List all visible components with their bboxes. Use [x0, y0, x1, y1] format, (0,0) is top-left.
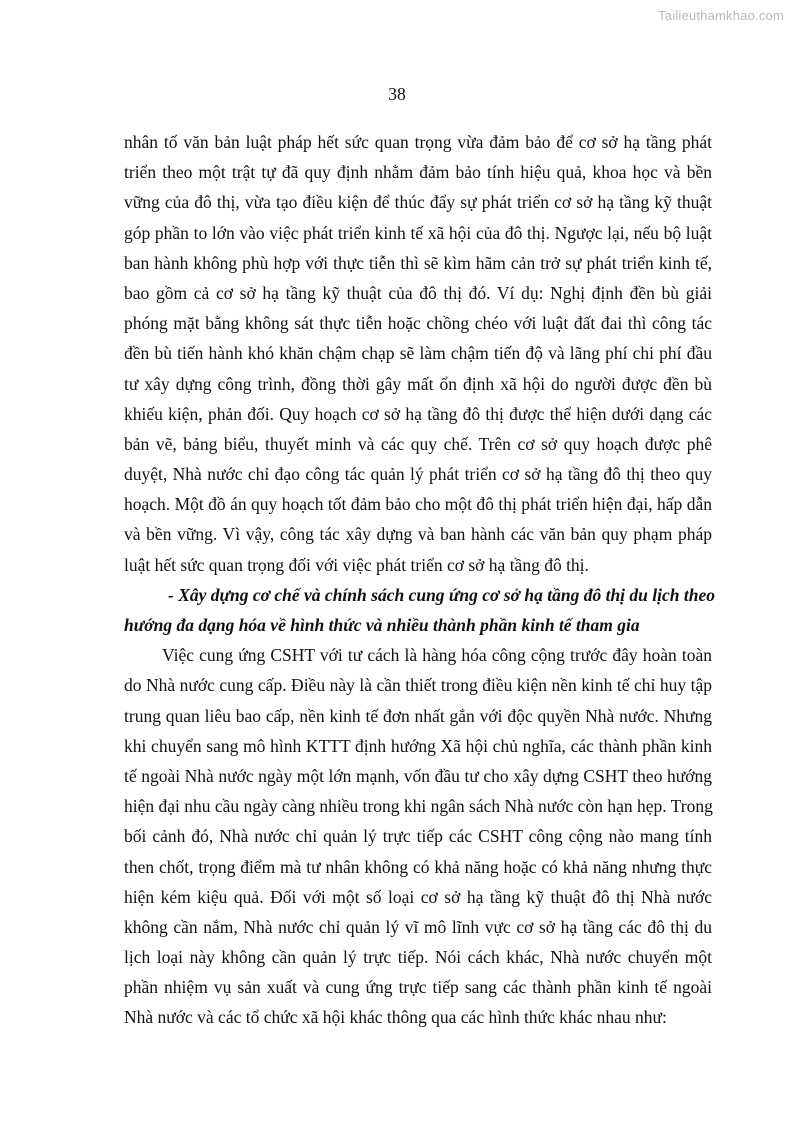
text-line: then chốt, trọng điểm mà tư nhân không có khả năng hoặc có khả năng nhưng thực	[124, 856, 712, 877]
text-line: Nhà nước và các tổ chức xã hội khác thông qua các hình thức khác nhau như:	[124, 1007, 667, 1028]
text-line: luật hết sức quan trọng đối với việc phát triển cơ sở hạ tầng đô thị.	[124, 554, 589, 575]
text-line: khi chuyển sang mô hình KTTT định hướng Xã hội chủ nghĩa, các thành phần kinh	[124, 735, 712, 756]
text-line: hoạch. Một đồ án quy hoạch tốt đảm bảo cho một đô thị phát triển hiện đại, hấp dẫn	[124, 494, 712, 515]
text-line: phần nhiệm vụ sản xuất và cung ứng trực tiếp sang các thành phần kinh tế ngoài	[124, 977, 712, 998]
text-line: trung quan liêu bao cấp, nền kinh tế đơn nhất gắn với độc quyền Nhà nước. Nhưng	[124, 705, 712, 726]
text-line: tư xây dựng công trình, đồng thời gây mất ổn định xã hội do người được đền bù	[124, 373, 712, 394]
text-line: nhân tố văn bản luật pháp hết sức quan trọng vừa đảm bảo để cơ sở hạ tầng phát	[124, 132, 712, 152]
paragraph	[124, 127, 712, 580]
text-line: và bền vững. Vì vậy, công tác xây dựng và ban hành các văn bản quy phạm pháp	[124, 524, 712, 545]
text-line: hiện kém kiệu quả. Đối với một số loại cơ sở hạ tầng kỹ thuật đô thị Nhà nước	[124, 886, 712, 907]
page-number: 38	[388, 84, 406, 104]
text-line: góp phần to lớn vào việc phát triển kinh tế xã hội của đô thị. Ngược lại, nếu bộ luật	[124, 222, 712, 243]
text-line: Việc cung ứng CSHT với tư cách là hàng hóa công cộng trước đây hoàn toàn	[162, 645, 712, 666]
text-line: khiếu kiện, phản đối. Quy hoạch cơ sở hạ tầng đô thị được thể hiện dưới dạng các	[124, 403, 712, 424]
text-line: không cần nắm, Nhà nước chỉ quản lý vĩ mô lĩnh vực cơ sở hạ tầng các đô thị du	[124, 916, 712, 937]
text-line: bao gồm cả cơ sở hạ tầng kỹ thuật của đô thị đó. Ví dụ: Nghị định đền bù giải	[124, 282, 712, 303]
document-body	[124, 127, 715, 1033]
text-line: đền bù tiến hành khó khăn chậm chạp sẽ làm chậm tiến độ và lãng phí chi phí đầu	[124, 343, 712, 364]
heading-line: - Xây dựng cơ chế và chính sách cung ứng cơ sở hạ tầng đô thị du lịch theo	[168, 584, 715, 605]
text-line: ban hành không phù hợp với thực tiễn thì sẽ kìm hãm cản trở sự phát triển kinh tế,	[124, 252, 712, 273]
text-line: phóng mặt bằng không sát thực tiễn hoặc chồng chéo với luật đất đai thì công tác	[124, 313, 712, 334]
text-line: lịch loại này không cần quản lý trực tiếp. Nói cách khác, Nhà nước chuyển một	[124, 947, 712, 968]
text-line: bối cảnh đó, Nhà nước chỉ quản lý trực tiếp các CSHT công cộng nào mang tính	[124, 826, 712, 847]
section-heading	[124, 580, 715, 640]
text-line: duyệt, Nhà nước chỉ đạo công tác quản lý phát triển cơ sở hạ tầng đô thị theo quy	[124, 464, 712, 485]
text-line: bản vẽ, bảng biểu, thuyết minh và các quy chế. Trên cơ sở quy hoạch được phê	[124, 433, 712, 454]
paragraph	[124, 640, 712, 1032]
text-line: hiện đại nhu cầu ngày càng nhiều trong khi ngân sách Nhà nước còn hạn hẹp. Trong	[124, 796, 713, 817]
watermark: Tailieuthamkhao.com	[658, 8, 784, 23]
text-line: vững của đô thị, vừa tạo điều kiện để thúc đẩy sự phát triển cơ sở hạ tầng kỹ thuật	[124, 192, 712, 213]
text-line: triển theo một trật tự đã quy định nhằm đảm bảo tính hiệu quả, khoa học và bền	[124, 162, 712, 183]
text-line: do Nhà nước cung cấp. Điều này là cần thiết trong điều kiện nền kinh tế chỉ huy tập	[124, 675, 712, 696]
text-line: tế ngoài Nhà nước ngày một lớn mạnh, vốn đầu tư cho xây dựng CSHT theo hướng	[124, 765, 712, 786]
heading-line: hướng đa dạng hóa về hình thức và nhiều thành phần kinh tế tham gia	[124, 615, 640, 635]
